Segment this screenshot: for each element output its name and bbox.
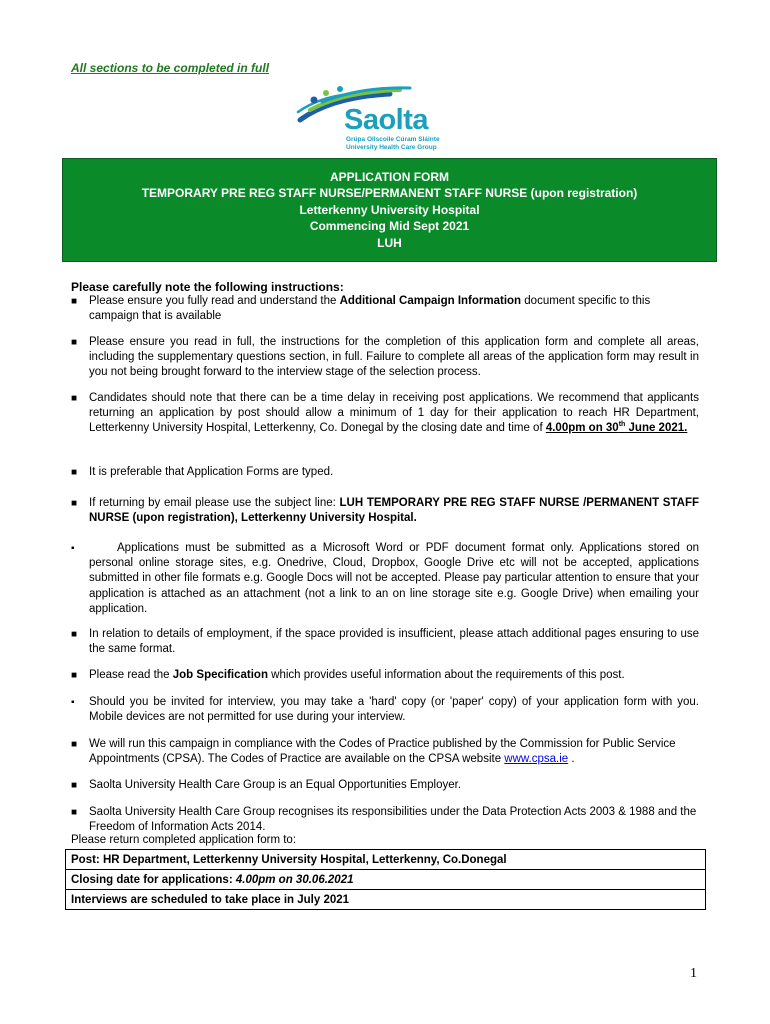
email-subject-line: LUH TEMPORARY PRE REG STAFF NURSE /PERMANENT STAFF NURSE (upon registration), Letterkenny University Hospital. bbox=[89, 497, 699, 525]
instruction-text: Please ensure you fully read and understand the bbox=[89, 295, 340, 307]
bullet-square-icon: ■ bbox=[71, 807, 78, 818]
bullet-square-icon: ■ bbox=[71, 498, 78, 509]
instruction-text: We will run this campaign in compliance with the Codes of Practice published by the Commission for Public Service Appointments (CPSA). The Codes of Practice are available on the CPSA website bbox=[89, 738, 676, 766]
instruction-item bbox=[71, 778, 699, 793]
logo-subtitle-irish: Grúpa Ollscoile Cúram Sláinte bbox=[346, 136, 440, 143]
instruction-text: In relation to details of employment, if the space provided is insufficient, please attach additional pages ensuring to use the same format. bbox=[89, 628, 699, 656]
bullet-square-icon: ■ bbox=[71, 670, 78, 681]
bullet-square-icon: ■ bbox=[71, 780, 78, 791]
table-row bbox=[66, 870, 706, 890]
instruction-text: . bbox=[568, 753, 575, 766]
instruction-item bbox=[71, 627, 699, 657]
logo-subtitle-english: University Health Care Group bbox=[346, 144, 437, 151]
instruction-item bbox=[71, 805, 699, 835]
instruction-text: Please read the bbox=[89, 669, 173, 681]
closing-deadline: 4.00pm on 30th June 2021. bbox=[545, 421, 688, 435]
instruction-text: Saolta University Health Care Group is an Equal Opportunities Employer. bbox=[89, 779, 462, 791]
cpsa-website-link[interactable]: www.cpsa.ie bbox=[504, 753, 569, 766]
bullet-square-icon: ■ bbox=[71, 739, 78, 750]
instruction-item bbox=[71, 541, 699, 617]
instructions-heading: Please carefully note the following instructions: bbox=[71, 280, 344, 294]
instruction-bold: Additional Campaign Information bbox=[339, 295, 522, 307]
instruction-text: Please ensure you read in full, the instructions for the completion of this application form and complete all areas, including the supplementary questions section, in full. Failure to complete all areas of the application form may result in you not being brought forward to the interview stage of the selection process. bbox=[89, 336, 699, 379]
instruction-item bbox=[71, 737, 699, 767]
instruction-item bbox=[71, 335, 699, 381]
banner-post-title: TEMPORARY PRE REG STAFF NURSE/PERMANENT STAFF NURSE (upon registration) bbox=[141, 186, 638, 201]
bullet-square-icon: ▪ bbox=[71, 543, 75, 554]
instruction-text: If returning by email please use the subject line: bbox=[89, 497, 340, 509]
saolta-logo bbox=[292, 82, 472, 154]
banner-hospital: Letterkenny University Hospital bbox=[299, 202, 480, 217]
bullet-square-icon: ■ bbox=[71, 337, 78, 348]
instruction-text: Should you be invited for interview, you may take a 'hard' copy (or 'paper' copy) of your application form with you. Mobile devices are not permitted for use during your interview. bbox=[89, 696, 699, 724]
instruction-item bbox=[71, 496, 699, 526]
bullet-square-icon: ■ bbox=[71, 393, 78, 404]
banner-site-code: LUH bbox=[377, 235, 402, 250]
instruction-item bbox=[71, 294, 699, 324]
banner-commencing: Commencing Mid Sept 2021 bbox=[309, 219, 470, 234]
top-note: All sections to be completed in full bbox=[71, 61, 270, 75]
instruction-item bbox=[71, 695, 699, 725]
instruction-bold: Job Specification bbox=[172, 669, 268, 681]
instruction-text: Candidates should note that there can be a time delay in receiving post applications. We recommend that applicants returning an application by post should allow a minimum of 1 day for their application to reach HR Department, Letterkenny University Hospital, Letterkenny, Co. Donegal by the closing date and time of bbox=[89, 392, 699, 435]
instruction-text: It is preferable that Application Forms are typed. bbox=[89, 466, 334, 478]
instruction-text: Applications must be submitted as a Microsoft Word or PDF document format only. Applications stored on personal online storage sites, e.g. Onedrive, Cloud, Dropbox, Google Drive etc will not be accepted, applications submitted in other file formats e.g. Google Docs will not be accepted. Please pay particular attention to ensure that your application is attached as an attachment (not a link to an on line storage site e.g. Google Drive) when emailing your application. bbox=[89, 542, 699, 615]
instruction-item bbox=[71, 465, 699, 480]
instruction-text: document specific to this campaign that is available bbox=[89, 295, 651, 323]
banner-form-label: APPLICATION FORM bbox=[329, 169, 450, 184]
post-address-cell: Post: HR Department, Letterkenny University Hospital, Letterkenny, Co.Donegal bbox=[66, 850, 706, 870]
table-row bbox=[66, 850, 706, 870]
return-info-table bbox=[65, 849, 706, 910]
bullet-square-icon: ■ bbox=[71, 296, 78, 307]
instruction-item bbox=[71, 391, 699, 437]
interview-date-cell: Interviews are scheduled to take place in July 2021 bbox=[66, 890, 706, 910]
instruction-item bbox=[71, 668, 699, 683]
closing-date-cell: Closing date for applications: 4.00pm on 30.06.2021 bbox=[66, 870, 706, 890]
return-instruction: Please return completed application form to: bbox=[71, 834, 297, 846]
bullet-square-icon: ■ bbox=[71, 629, 78, 640]
instruction-text: which provides useful information about the requirements of this post. bbox=[267, 669, 625, 681]
page-number: 1 bbox=[690, 966, 697, 981]
instruction-text: Saolta University Health Care Group recognises its responsibilities under the Data Protection Acts 2003 & 1988 and the Freedom of Information Acts 2014. bbox=[89, 806, 697, 834]
bullet-square-icon: ■ bbox=[71, 467, 78, 478]
table-row bbox=[66, 890, 706, 910]
bullet-square-icon: ▪ bbox=[71, 697, 75, 708]
title-banner bbox=[62, 158, 717, 262]
logo-wordmark: Saolta bbox=[344, 104, 429, 136]
